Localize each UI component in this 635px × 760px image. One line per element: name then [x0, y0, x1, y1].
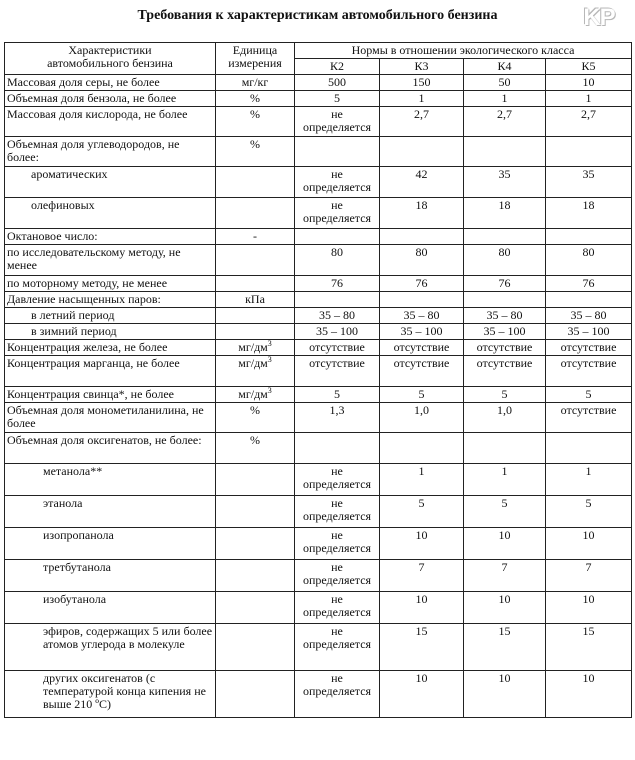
table-row [5, 245, 632, 276]
row-unit [216, 464, 295, 496]
row-value-К3: 1 [380, 91, 464, 107]
row-value-К2 [295, 433, 380, 464]
row-value-К5: 15 [546, 624, 632, 671]
row-characteristic: Давление насыщенных паров: [5, 292, 216, 308]
row-characteristic: изобутанола [5, 592, 216, 624]
row-characteristic: Объемная доля бензола, не более [5, 91, 216, 107]
row-unit: % [216, 137, 295, 167]
row-value-К2: 5 [295, 387, 380, 403]
row-value-К2: не определяется [295, 671, 380, 718]
row-value-К5 [546, 137, 632, 167]
row-value-К2: отсутствие [295, 356, 380, 387]
row-unit [216, 592, 295, 624]
header-class: К4 [464, 59, 546, 75]
row-value-К5: 35 – 100 [546, 324, 632, 340]
row-value-К3: 2,7 [380, 107, 464, 137]
row-value-К4 [464, 433, 546, 464]
row-value-К5: 18 [546, 198, 632, 229]
row-value-К2: 500 [295, 75, 380, 91]
table-row [5, 560, 632, 592]
table-row [5, 107, 632, 137]
row-unit: % [216, 403, 295, 433]
row-value-К4: 18 [464, 198, 546, 229]
row-unit [216, 324, 295, 340]
row-value-К4: 5 [464, 496, 546, 528]
row-value-К5: 5 [546, 496, 632, 528]
row-value-К5: 10 [546, 528, 632, 560]
row-value-К4: 35 – 100 [464, 324, 546, 340]
row-unit: кПа [216, 292, 295, 308]
row-value-К4: 10 [464, 528, 546, 560]
row-value-К4: отсутствие [464, 356, 546, 387]
page-title: Требования к характеристикам автомобильного бензина [137, 8, 498, 23]
row-value-К2: 76 [295, 276, 380, 292]
row-value-К5 [546, 229, 632, 245]
row-unit: $мг/дм^3$ [216, 356, 295, 387]
row-value-К5: 35 – 80 [546, 308, 632, 324]
row-value-К4: 10 [464, 671, 546, 718]
row-value-К5: 10 [546, 671, 632, 718]
row-characteristic: этанола [5, 496, 216, 528]
row-unit [216, 245, 295, 276]
row-value-К3: 10 [380, 592, 464, 624]
row-value-К5: 10 [546, 592, 632, 624]
row-value-К2: не определяется [295, 496, 380, 528]
row-value-К3: 5 [380, 387, 464, 403]
table-row [5, 292, 632, 308]
table-row [5, 167, 632, 198]
row-value-К5: отсутствие [546, 403, 632, 433]
table-row [5, 229, 632, 245]
row-unit [216, 276, 295, 292]
row-value-К3: 7 [380, 560, 464, 592]
header-norms: Нормы в отношении экологического класса [295, 43, 632, 59]
row-characteristic: в зимний период [5, 324, 216, 340]
header-characteristics: Характеристики автомобильного бензина [5, 43, 216, 75]
row-value-К3: отсутствие [380, 356, 464, 387]
row-unit [216, 560, 295, 592]
table-row [5, 198, 632, 229]
row-unit [216, 671, 295, 718]
table-row [5, 624, 632, 671]
row-value-К3: 42 [380, 167, 464, 198]
table-row [5, 528, 632, 560]
table-row [5, 671, 632, 718]
table-row [5, 387, 632, 403]
row-value-К3: 150 [380, 75, 464, 91]
row-value-К5: 76 [546, 276, 632, 292]
row-value-К4: отсутствие [464, 340, 546, 356]
row-value-К2 [295, 292, 380, 308]
row-unit [216, 496, 295, 528]
row-value-К5: 5 [546, 387, 632, 403]
row-value-К3 [380, 433, 464, 464]
row-characteristic: метанола** [5, 464, 216, 496]
table-row [5, 496, 632, 528]
row-value-К4: 1,0 [464, 403, 546, 433]
table-row [5, 276, 632, 292]
row-value-К3: 1,0 [380, 403, 464, 433]
table-row [5, 340, 632, 356]
row-value-К3: 76 [380, 276, 464, 292]
row-unit [216, 308, 295, 324]
row-value-К2: 35 – 80 [295, 308, 380, 324]
row-characteristic: по моторному методу, не менее [5, 276, 216, 292]
row-value-К5: отсутствие [546, 340, 632, 356]
row-characteristic: третбутанола [5, 560, 216, 592]
row-value-К3: 35 – 100 [380, 324, 464, 340]
row-value-К2: не определяется [295, 464, 380, 496]
row-value-К2: 35 – 100 [295, 324, 380, 340]
row-value-К4: 7 [464, 560, 546, 592]
row-characteristic: эфиров, содержащих 5 или более атомов углерода в молекуле [5, 624, 216, 671]
row-unit: $мг/дм^3$ [216, 387, 295, 403]
row-value-К3: 35 – 80 [380, 308, 464, 324]
row-value-К2 [295, 137, 380, 167]
row-characteristic: Октановое число: [5, 229, 216, 245]
row-value-К3 [380, 292, 464, 308]
row-value-К2: не определяется [295, 528, 380, 560]
row-value-К3: 80 [380, 245, 464, 276]
row-characteristic: Концентрация марганца, не более [5, 356, 216, 387]
row-value-К4: 35 [464, 167, 546, 198]
row-unit: мг/кг [216, 75, 295, 91]
row-value-К2 [295, 229, 380, 245]
table-row [5, 433, 632, 464]
row-value-К3: отсутствие [380, 340, 464, 356]
row-value-К4: 35 – 80 [464, 308, 546, 324]
row-unit: $мг/дм^3$ [216, 340, 295, 356]
row-value-К4: 15 [464, 624, 546, 671]
header-class: К5 [546, 59, 632, 75]
gasoline-requirements-table [4, 42, 632, 718]
row-value-К2: не определяется [295, 167, 380, 198]
row-value-К3: 1 [380, 464, 464, 496]
table-row [5, 75, 632, 91]
row-unit: % [216, 433, 295, 464]
row-value-К4: 5 [464, 387, 546, 403]
row-value-К4 [464, 137, 546, 167]
row-characteristic: Объемная доля углеводородов, не более: [5, 137, 216, 167]
row-value-К5 [546, 433, 632, 464]
row-unit: - [216, 229, 295, 245]
row-characteristic: Концентрация свинца*, не более [5, 387, 216, 403]
row-characteristic: Объемная доля оксигенатов, не более: [5, 433, 216, 464]
row-value-К2: 80 [295, 245, 380, 276]
row-characteristic: по исследовательскому методу, не менее [5, 245, 216, 276]
row-value-К3 [380, 229, 464, 245]
row-unit [216, 198, 295, 229]
row-characteristic: Массовая доля кислорода, не более [5, 107, 216, 137]
row-value-К5: 1 [546, 464, 632, 496]
row-value-К4: 10 [464, 592, 546, 624]
row-value-К2: не определяется [295, 107, 380, 137]
row-value-К2: не определяется [295, 624, 380, 671]
row-value-К4: 2,7 [464, 107, 546, 137]
row-characteristic: олефиновых [5, 198, 216, 229]
table-row [5, 464, 632, 496]
row-value-К3: 15 [380, 624, 464, 671]
row-value-К4: 76 [464, 276, 546, 292]
row-value-К5: 35 [546, 167, 632, 198]
row-unit [216, 167, 295, 198]
row-value-К4: 80 [464, 245, 546, 276]
table-row [5, 324, 632, 340]
row-characteristic: в летний период [5, 308, 216, 324]
row-value-К2: не определяется [295, 198, 380, 229]
row-value-К4: 50 [464, 75, 546, 91]
row-value-К2: 5 [295, 91, 380, 107]
table-row [5, 137, 632, 167]
table-row [5, 91, 632, 107]
row-value-К4 [464, 229, 546, 245]
row-value-К5: 10 [546, 75, 632, 91]
row-value-К4: 1 [464, 464, 546, 496]
row-value-К5: 7 [546, 560, 632, 592]
table-row [5, 356, 632, 387]
row-value-К5: 80 [546, 245, 632, 276]
row-characteristic: изопропанола [5, 528, 216, 560]
row-characteristic: Концентрация железа, не более [5, 340, 216, 356]
row-value-К3: 10 [380, 671, 464, 718]
row-value-К3: 18 [380, 198, 464, 229]
row-value-К4 [464, 292, 546, 308]
header-class: К2 [295, 59, 380, 75]
row-value-К5: отсутствие [546, 356, 632, 387]
row-value-К5: 2,7 [546, 107, 632, 137]
row-value-К2: не определяется [295, 560, 380, 592]
row-unit [216, 528, 295, 560]
row-value-К4: 1 [464, 91, 546, 107]
row-value-К2: отсутствие [295, 340, 380, 356]
row-unit [216, 624, 295, 671]
table-row [5, 592, 632, 624]
header-unit: Единица измерения [216, 43, 295, 75]
row-value-К2: не определяется [295, 592, 380, 624]
row-value-К5 [546, 292, 632, 308]
row-value-К5: 1 [546, 91, 632, 107]
kp-logo: KP [583, 4, 615, 31]
row-characteristic: Объемная доля монометиланилина, не более [5, 403, 216, 433]
row-characteristic: ароматических [5, 167, 216, 198]
row-unit: % [216, 91, 295, 107]
table-row [5, 403, 632, 433]
row-value-К3 [380, 137, 464, 167]
row-value-К3: 10 [380, 528, 464, 560]
row-characteristic: Массовая доля серы, не более [5, 75, 216, 91]
row-value-К3: 5 [380, 496, 464, 528]
row-characteristic: других оксигенатов (с температурой конца кипения не выше 210 ºС) [5, 671, 216, 718]
row-unit: % [216, 107, 295, 137]
header-class: К3 [380, 59, 464, 75]
row-value-К2: 1,3 [295, 403, 380, 433]
table-row [5, 308, 632, 324]
